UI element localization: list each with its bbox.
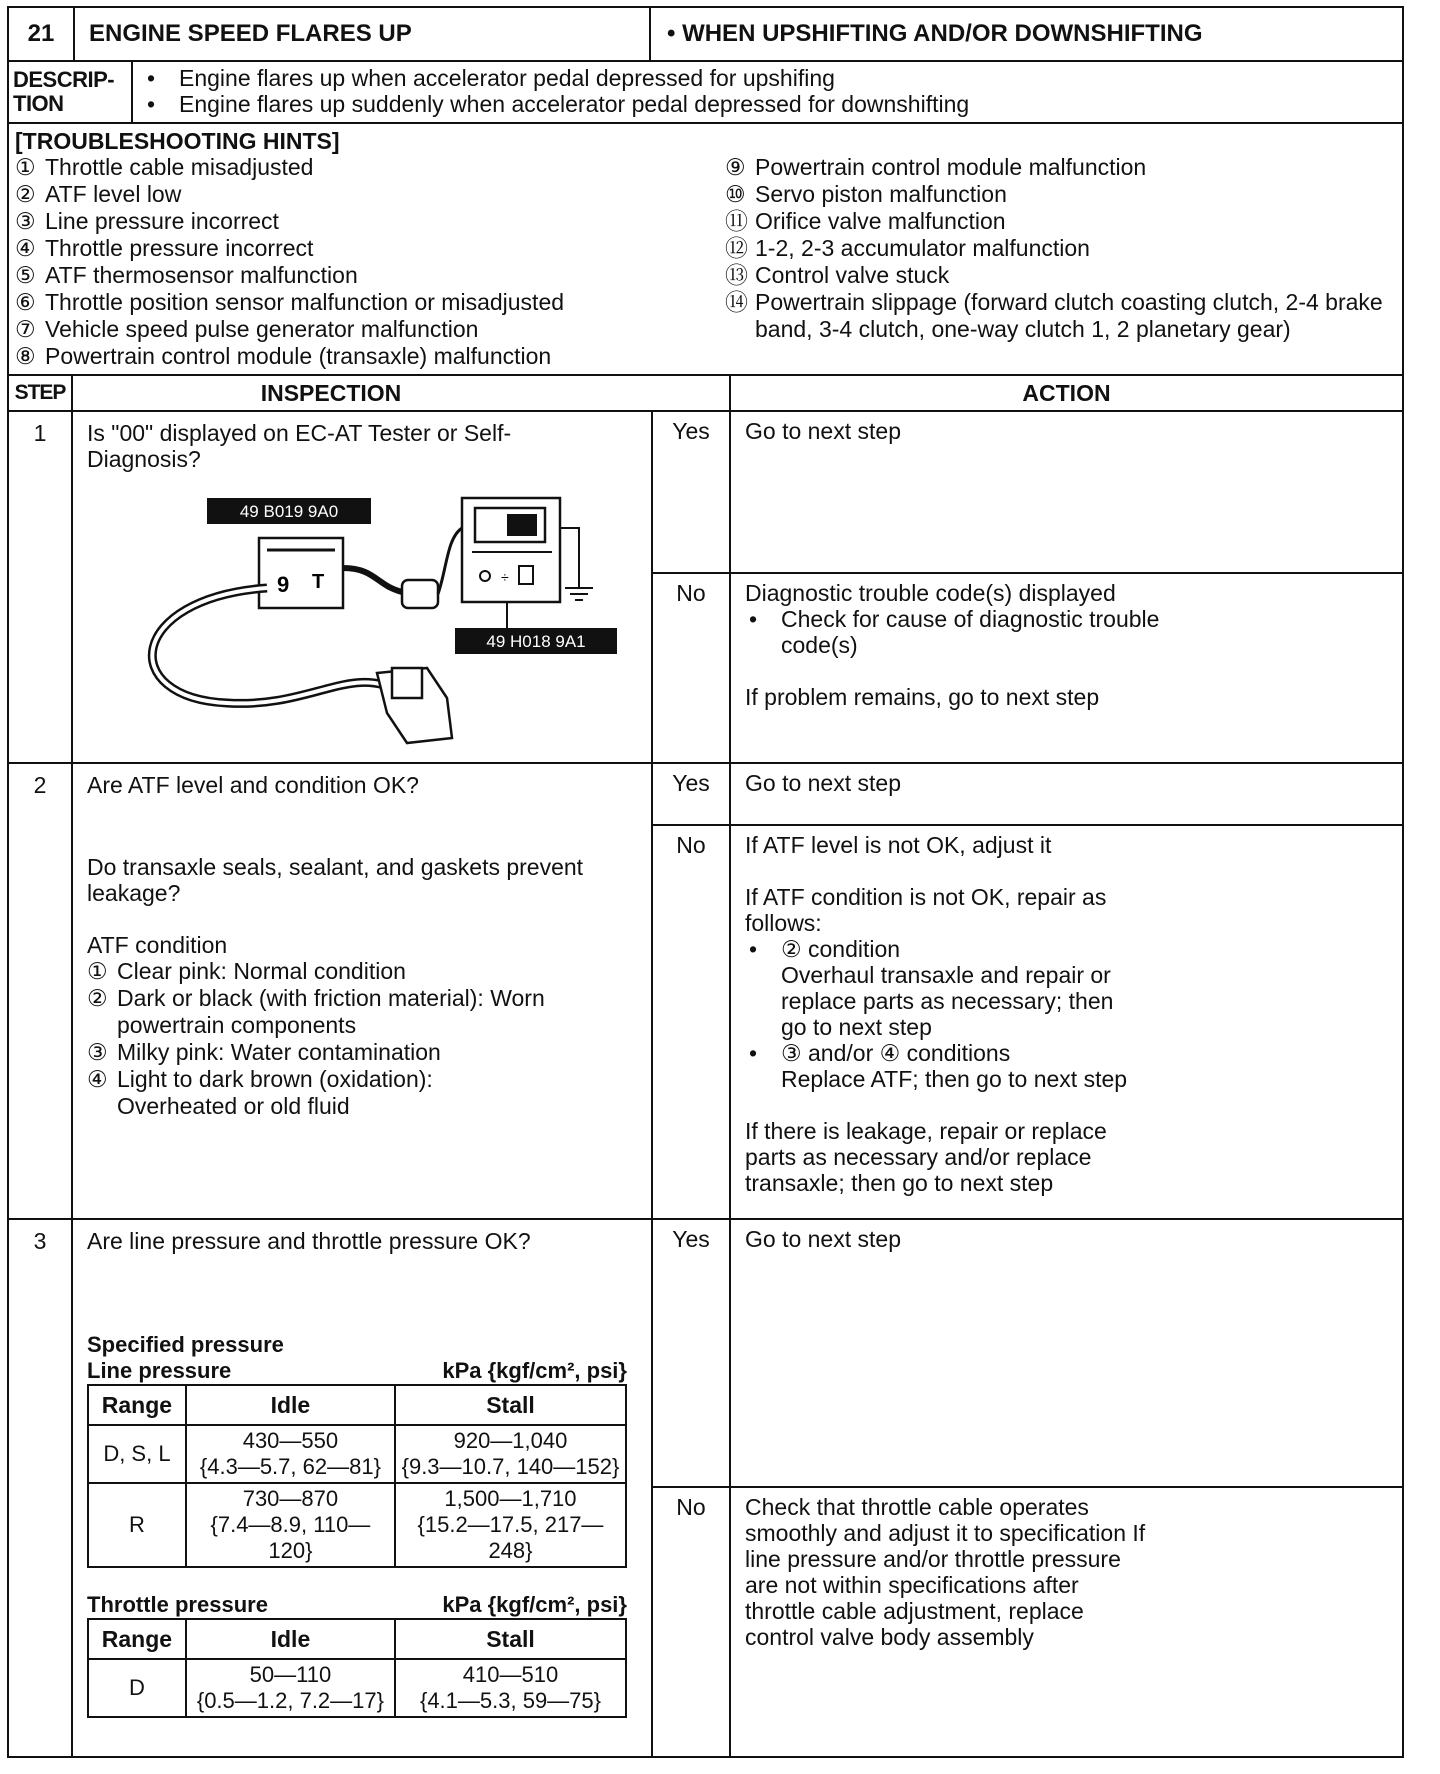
line-row2-stall-alt: {15.2—17.5, 217—248} xyxy=(417,1512,604,1563)
throttle-row1-stall-alt: {4.1—5.3, 59—75} xyxy=(419,1688,601,1713)
step2-question: Are ATF level and condition OK? xyxy=(87,772,419,798)
step1-no-action xyxy=(730,573,1403,763)
throttle-pressure-unit: kPa {kgf/cm², psi} xyxy=(442,1592,627,1617)
throttle-pressure-table xyxy=(87,1618,627,1718)
throttle-pressure-row-d xyxy=(88,1659,626,1717)
step2-no-bullet2-text: Replace ATF; then go to next step xyxy=(781,1066,1128,1092)
hint-item-number: ⑩ xyxy=(725,181,746,207)
atf-condition-item-text: Light to dark brown (oxidation): Overheated or old fluid xyxy=(117,1066,433,1119)
hint-item-number: ⑨ xyxy=(725,154,746,180)
step2-no-action xyxy=(730,825,1403,1219)
line-pressure-title: Line pressure xyxy=(87,1358,232,1383)
step2-no-bullet2: • ③ and/or ④ conditions Replace ATF; then go to next step xyxy=(745,1040,1388,1092)
description-label-line1: DESCRIP- xyxy=(13,67,115,92)
atf-condition-item-number: ② xyxy=(87,985,108,1011)
step2-no-label: No xyxy=(652,825,730,1219)
step3-yes-row xyxy=(8,1219,1403,1487)
throttle-col-stall: Stall xyxy=(395,1619,626,1659)
atf-condition-item xyxy=(87,1039,547,1066)
line-col-range: Range xyxy=(88,1385,186,1425)
line-row1-stall-alt: {9.3—10.7, 140—152} xyxy=(401,1454,620,1479)
atf-condition-item xyxy=(87,1066,547,1120)
hints-columns xyxy=(15,154,1396,370)
action-column-header: ACTION xyxy=(730,375,1403,411)
symptom-condition: • WHEN UPSHIFTING AND/OR DOWNSHIFTING xyxy=(667,20,1203,47)
step2-no-line3: If there is leakage, repair or replace parts as necessary and/or replace transaxle; then go to next step xyxy=(745,1118,1107,1196)
hint-item xyxy=(15,343,725,370)
description-row xyxy=(8,61,1403,123)
throttle-col-idle: Idle xyxy=(186,1619,395,1659)
step2-no-line1: If ATF level is not OK, adjust it xyxy=(745,832,1052,858)
step1-no-bullet: • Check for cause of diagnostic trouble code(s) xyxy=(745,606,1165,658)
hint-item-number: ④ xyxy=(15,235,36,261)
description-text-1: Engine flares up when accelerator pedal depressed for upshifing xyxy=(179,65,835,91)
hint-item-text: Throttle position sensor malfunction or misadjusted xyxy=(45,289,565,315)
hint-item-text: ATF level low xyxy=(45,181,182,207)
throttle-pressure-header-row xyxy=(88,1619,626,1659)
atf-condition-item-text: Milky pink: Water contamination xyxy=(117,1039,441,1065)
hint-item-number: ⑬ xyxy=(725,262,748,288)
symptom-title: ENGINE SPEED FLARES UP xyxy=(75,8,651,60)
line-row1-range: D, S, L xyxy=(88,1425,186,1483)
hint-item-number: ① xyxy=(15,154,36,180)
description-lines xyxy=(133,62,979,122)
hint-item xyxy=(15,262,725,289)
hint-item-number: ⑤ xyxy=(15,262,36,288)
step3-question: Are line pressure and throttle pressure OK? xyxy=(87,1228,531,1254)
step1-no-line1: Diagnostic trouble code(s) displayed xyxy=(745,580,1116,606)
hint-item xyxy=(15,181,725,208)
atf-condition-item xyxy=(87,985,547,1039)
description-item: • Engine flares up when accelerator pedal depressed for upshifing xyxy=(147,65,835,91)
step2-question2: Do transaxle seals, sealant, and gaskets prevent leakage? xyxy=(87,854,584,906)
svg-text:9: 9 xyxy=(277,572,290,597)
line-col-idle: Idle xyxy=(186,1385,395,1425)
specified-pressure-title: Specified pressure xyxy=(87,1332,284,1357)
step2-number: 2 xyxy=(8,763,72,1219)
hint-item xyxy=(15,316,725,343)
step2-no-bullet1: • ② condition Overhaul transaxle and repair or replace parts as necessary; then go to next step xyxy=(745,936,1388,1040)
hint-item xyxy=(15,208,725,235)
hint-item-text: Throttle pressure incorrect xyxy=(45,235,314,261)
line-row1-stall xyxy=(395,1425,626,1483)
step1-no-line2: If problem remains, go to next step xyxy=(745,684,1100,710)
line-row2-range: R xyxy=(88,1483,186,1567)
hint-item xyxy=(725,289,1396,343)
column-header-row xyxy=(8,375,1403,411)
step2-yes-label: Yes xyxy=(652,763,730,825)
throttle-row1-range: D xyxy=(88,1659,186,1717)
line-row1-stall-kpa: 920—1,040 xyxy=(453,1428,568,1453)
step3-inspection xyxy=(72,1219,652,1757)
step2-inspection xyxy=(72,763,652,1219)
line-col-stall: Stall xyxy=(395,1385,626,1425)
line-row2-idle-alt: {7.4—8.9, 110—120} xyxy=(210,1512,371,1563)
hint-item-number: ③ xyxy=(15,208,36,234)
line-row2-idle xyxy=(186,1483,395,1567)
line-pressure-table xyxy=(87,1384,627,1568)
hint-item xyxy=(15,154,725,181)
atf-condition-item-text: Dark or black (with friction material): Worn powertrain components xyxy=(117,985,545,1038)
line-row2-idle-kpa: 730—870 xyxy=(242,1486,339,1511)
hint-item xyxy=(725,235,1396,262)
line-row2-stall-kpa: 1,500—1,710 xyxy=(444,1486,577,1511)
step2-no-bullet2-head: ③ and/or ④ conditions xyxy=(781,1040,1011,1066)
throttle-col-range: Range xyxy=(88,1619,186,1659)
description-text-2: Engine flares up suddenly when accelerator pedal depressed for downshifting xyxy=(179,91,970,117)
line-pressure-unit: kPa {kgf/cm², psi} xyxy=(442,1358,627,1383)
hint-item-text: Orifice valve malfunction xyxy=(755,208,1006,234)
tester-connection-illustration xyxy=(107,488,627,748)
step3-no-label: No xyxy=(652,1487,730,1757)
svg-text:T: T xyxy=(312,571,325,593)
hints-row xyxy=(8,123,1403,375)
hint-item xyxy=(725,181,1396,208)
step1-no-bullet-text: Check for cause of diagnostic trouble code(s) xyxy=(781,606,1160,658)
hint-item-text: 1-2, 2-3 accumulator malfunction xyxy=(755,235,1090,261)
step3-yes-action: Go to next step xyxy=(730,1219,1403,1487)
hint-item xyxy=(725,208,1396,235)
throttle-row1-idle-kpa: 50—110 xyxy=(249,1662,332,1687)
step1-number: 1 xyxy=(8,411,72,763)
throttle-row1-stall-kpa: 410—510 xyxy=(462,1662,559,1687)
hint-item-number: ② xyxy=(15,181,36,207)
step2-no-line2: If ATF condition is not OK, repair as follows: xyxy=(745,884,1107,936)
atf-condition-item-number: ① xyxy=(87,958,108,984)
line-pressure-row-r xyxy=(88,1483,626,1567)
step2-yes-action: Go to next step xyxy=(730,763,1403,825)
step-column-header: STEP xyxy=(8,375,72,411)
step2-yes-row xyxy=(8,763,1403,825)
hint-item-number: ⑫ xyxy=(725,235,748,261)
step1-inspection xyxy=(72,411,652,763)
throttle-pressure-title: Throttle pressure xyxy=(87,1592,268,1617)
hints-left-column xyxy=(15,154,725,370)
svg-text:÷: ÷ xyxy=(501,569,509,585)
title-row xyxy=(8,7,1403,61)
throttle-row1-idle-alt: {0.5—1.2, 7.2—17} xyxy=(196,1688,384,1713)
hint-item-number: ⑭ xyxy=(725,289,748,315)
troubleshooting-table xyxy=(7,6,1404,1758)
hint-item-text: Servo piston malfunction xyxy=(755,181,1007,207)
line-pressure-heading xyxy=(87,1358,627,1384)
step1-question: Is "00" displayed on EC-AT Tester or Self-Diagnosis? xyxy=(87,420,512,472)
hint-item xyxy=(725,262,1396,289)
step3-yes-label: Yes xyxy=(652,1219,730,1487)
atf-condition-list xyxy=(87,958,547,1120)
hints-right-column xyxy=(725,154,1396,370)
description-item: • Engine flares up suddenly when accelerator pedal depressed for downshifting xyxy=(147,91,970,117)
step1-no-label: No xyxy=(652,573,730,763)
throttle-row1-stall xyxy=(395,1659,626,1717)
line-row1-idle-kpa: 430—550 xyxy=(242,1428,339,1453)
hint-item-text: Control valve stuck xyxy=(755,262,950,288)
throttle-pressure-heading xyxy=(87,1592,627,1618)
step3-number: 3 xyxy=(8,1219,72,1757)
step1-yes-action: Go to next step xyxy=(730,411,1403,573)
hint-item-text: Powertrain control module malfunction xyxy=(755,154,1147,180)
hint-item-text: Powertrain control module (transaxle) malfunction xyxy=(45,343,552,369)
line-row1-idle-alt: {4.3—5.7, 62—81} xyxy=(199,1454,381,1479)
step3-no-action: Check that throttle cable operates smoothly and adjust it to specification If line pressure and/or throttle pressure are not within specifications after throttle cable adjustment, replace control valve body assembly xyxy=(730,1487,1403,1757)
description-label xyxy=(9,62,133,122)
step2-condition-title: ATF condition xyxy=(87,932,228,958)
step1-yes-row xyxy=(8,411,1403,573)
step1-yes-label: Yes xyxy=(652,411,730,573)
line-pressure-header-row xyxy=(88,1385,626,1425)
ec-at-tester-diagram xyxy=(107,488,637,753)
atf-condition-item-text: Clear pink: Normal condition xyxy=(117,958,406,984)
description-label-line2: TION xyxy=(13,91,64,116)
step2-no-bullet1-head: ② condition xyxy=(781,936,901,962)
hint-item-text: ATF thermosensor malfunction xyxy=(45,262,358,288)
atf-condition-item xyxy=(87,958,547,985)
symptom-number: 21 xyxy=(9,8,75,60)
atf-condition-item-number: ④ xyxy=(87,1066,108,1092)
atf-condition-item-number: ③ xyxy=(87,1039,108,1065)
line-pressure-row-dsl xyxy=(88,1425,626,1483)
hint-item-number: ⑥ xyxy=(15,289,36,315)
hint-item-text: Vehicle speed pulse generator malfunction xyxy=(45,316,479,342)
hint-item-text: Throttle cable misadjusted xyxy=(45,154,314,180)
hint-item xyxy=(15,235,725,262)
hint-item-text: Line pressure incorrect xyxy=(45,208,279,234)
hint-item-text: Powertrain slippage (forward clutch coasting clutch, 2-4 brake band, 3-4 clutch, one-way clutch 1, 2 planetary gear) xyxy=(755,289,1383,342)
line-row1-idle xyxy=(186,1425,395,1483)
hint-item-number: ⑦ xyxy=(15,316,36,342)
hint-item xyxy=(725,154,1396,181)
inspection-column-header: INSPECTION xyxy=(72,375,730,411)
hint-item-number: ⑧ xyxy=(15,343,36,369)
step2-no-bullet1-text: Overhaul transaxle and repair or replace parts as necessary; then go to next step xyxy=(781,962,1114,1040)
hint-item xyxy=(15,289,725,316)
hint-item-number: ⑪ xyxy=(725,208,748,234)
hints-title: [TROUBLESHOOTING HINTS] xyxy=(15,128,340,154)
throttle-row1-idle xyxy=(186,1659,395,1717)
tool-b-label: 49 H018 9A1 xyxy=(486,632,586,651)
line-row2-stall xyxy=(395,1483,626,1567)
tool-a-label: 49 B019 9A0 xyxy=(239,502,339,521)
